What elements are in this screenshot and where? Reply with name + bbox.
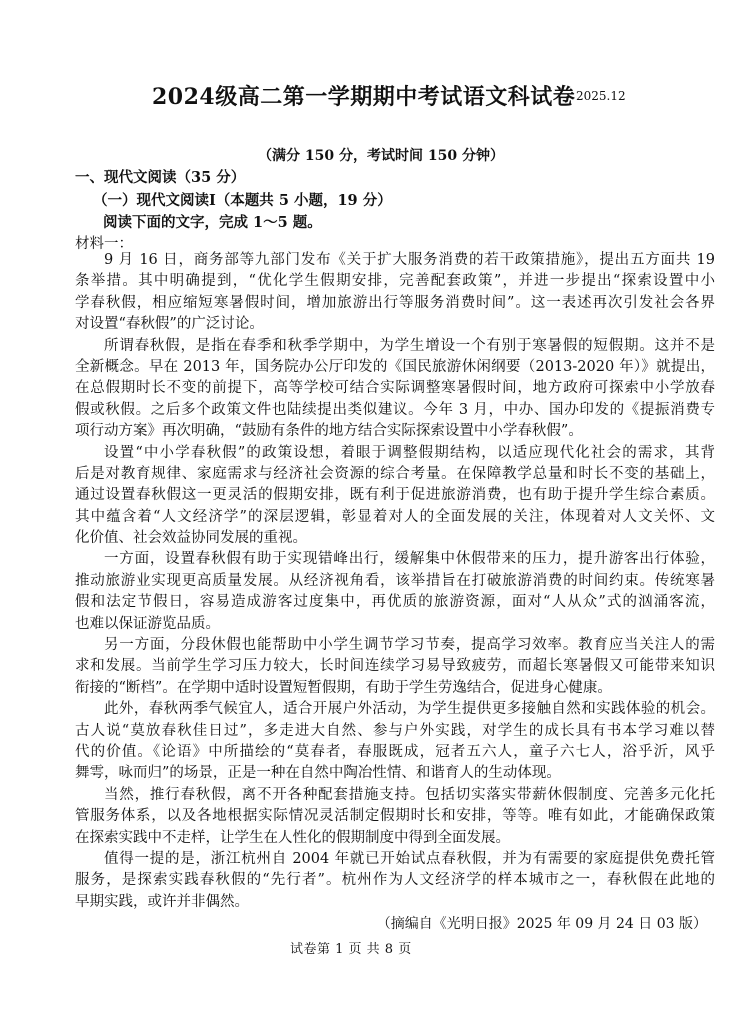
material-label: 材料一：	[75, 236, 133, 252]
paragraph-line: 学春秋假，相应缩短寒暑假时间，增加旅游出行等服务消费时间”。这一表述再次引发社会各界	[75, 294, 715, 311]
paragraph-line: 9 月 16 日，商务部等九部门发布《关于扩大服务消费的若干政策措施》，提出五方面共 19	[104, 252, 715, 268]
paragraph-line: 服务，是探索实践春秋假的“先行者”。杭州作为人文经济学的样本城市之一，春秋假在此地的	[75, 872, 715, 889]
paragraph-line: 全新概念。早在 2013 年，国务院办公厅印发的《国民旅游休闲纲要（2013-2020 年）》就提出，	[75, 358, 715, 375]
paragraph-line: 假或秋假。之后多个政策文件也陆续提出类似建议。今年 3 月，中办、国办印发的《提振消费专	[75, 401, 715, 418]
paragraph-line: 此外，春秋两季气候宜人，适合开展户外活动，为学生提供更多接触自然和实践体验的机会。	[104, 701, 715, 718]
paragraph-line: 求和发展。当前学生学习压力较大，长时间连续学习易导致疲劳，而超长寒暑假又可能带来知识	[75, 658, 715, 675]
paragraph-line: 通过设置春秋假这一更灵活的假期安排，既有利于促进旅游消费，也有助于提升学生综合素质。	[75, 487, 715, 504]
paragraph-line: 衔接的“断档”。在学期中适时设置短暂假期，有助于学生劳逸结合，促进身心健康。	[75, 679, 612, 696]
paragraph-line: 在探索实践中不走样，让学生在人性化的假期制度中得到全面发展。	[75, 829, 510, 846]
paragraph-line: 古人说“莫放春秋佳日过”，多走进大自然、参与户外实践，对学生的成长具有书本学习难以替	[75, 722, 715, 739]
paragraph-line: 当然，推行春秋假，离不开各种配套措施支持。包括切实落实带薪休假制度、完善多元化托	[104, 786, 715, 803]
paragraph-line: 值得一提的是，浙江杭州自 2004 年就已开始试点春秋假，并为有需要的家庭提供免费托管	[104, 850, 715, 867]
paragraph-line: 另一方面，分段休假也能帮助中小学生调节学习节奏，提高学习效率。教育应当关注人的需	[104, 637, 715, 654]
article-paragraph	[75, 549, 715, 635]
section-instruction: 阅读下面的文字，完成 1～5 题。	[103, 214, 322, 231]
paragraph-line: 早期实践，或许并非偶然。	[75, 893, 249, 910]
page-footer: 试卷第 1 页 共 8 页	[290, 942, 412, 957]
article-body	[75, 250, 715, 913]
paragraph-line: 其中蕴含着“人文经济学”的深层逻辑，彰显着对人的全面发展的关注，体现着对人文关怀、文	[75, 508, 715, 525]
paragraph-line: 化价值、社会效益协同发展的重视。	[75, 530, 307, 547]
paragraph-line: 代的价值。《论语》中所描绘的“莫春者，春服既成，冠者五六人，童子六七人，浴乎沂，风乎	[75, 743, 715, 760]
exam-subtitle: （满分 150 分，考试时间 150 分钟）	[258, 148, 504, 164]
exam-title: 2024级高二第一学期期中考试语文科试卷	[152, 84, 576, 110]
paragraph-line: 设置“中小学春秋假”的政策设想，着眼于调整假期结构，以适应现代化社会的需求，其背	[104, 444, 715, 461]
section-heading: 一、现代文阅读（35 分）	[75, 169, 246, 186]
paragraph-line: 后是对教育规律、家庭需求与经济社会资源的综合考量。在保障教学总量和时长不变的基础上，	[75, 465, 715, 482]
paragraph-line: 推动旅游业实现更高质量发展。从经济视角看，该举措旨在打破旅游消费的时间约束。传统寒暑	[75, 572, 715, 589]
paragraph-line: 舞雩，咏而归”的场景，正是一种在自然中陶冶性情、和谐育人的生动体现。	[75, 765, 561, 782]
article-paragraph	[75, 336, 715, 443]
paragraph-line: 所谓春秋假，是指在春季和秋季学期中，为学生增设一个有别于寒暑假的短假期。这并不是	[104, 337, 715, 354]
article-paragraph	[75, 699, 715, 785]
paragraph-line: 项行动方案》再次明确，“鼓励有条件的地方结合实际探索设置中小学春秋假”。	[75, 423, 583, 440]
paragraph-line: 对设置“春秋假”的广泛讨论。	[75, 316, 264, 333]
article-citation: （摘编自《光明日报》2025 年 09 月 24 日 03 版）	[376, 916, 707, 932]
paragraph-line: 条举措。其中明确提到，“优化学生假期安排，完善配套政策”，并进一步提出“探索设置中小	[75, 273, 715, 290]
paragraph-line: 管服务体系，以及各地根据实际情况灵活制定假期时长和安排，等等。唯有如此，才能确保政策	[75, 808, 715, 825]
section-subheading: （一）现代文阅读Ⅰ（本题共 5 小题，19 分）	[93, 192, 392, 209]
article-paragraph	[75, 250, 715, 336]
exam-date: 2025.12	[576, 89, 626, 103]
article-paragraph	[75, 443, 715, 550]
paragraph-line: 也难以保证游览品质。	[75, 615, 220, 632]
article-paragraph	[75, 785, 715, 849]
paragraph-line: 一方面，设置春秋假有助于实现错峰出行，缓解集中休假带来的压力，提升游客出行体验，	[104, 551, 715, 568]
article-paragraph	[75, 849, 715, 913]
paragraph-line: 假和法定节假日，容易造成游客过度集中，再优质的旅游资源，面对“人从众”式的汹涌客流，	[75, 594, 715, 611]
paragraph-line: 在总假期时长不变的前提下，高等学校可结合实际调整寒暑假时间，地方政府可探索中小学放春	[75, 380, 715, 397]
article-paragraph	[75, 635, 715, 699]
